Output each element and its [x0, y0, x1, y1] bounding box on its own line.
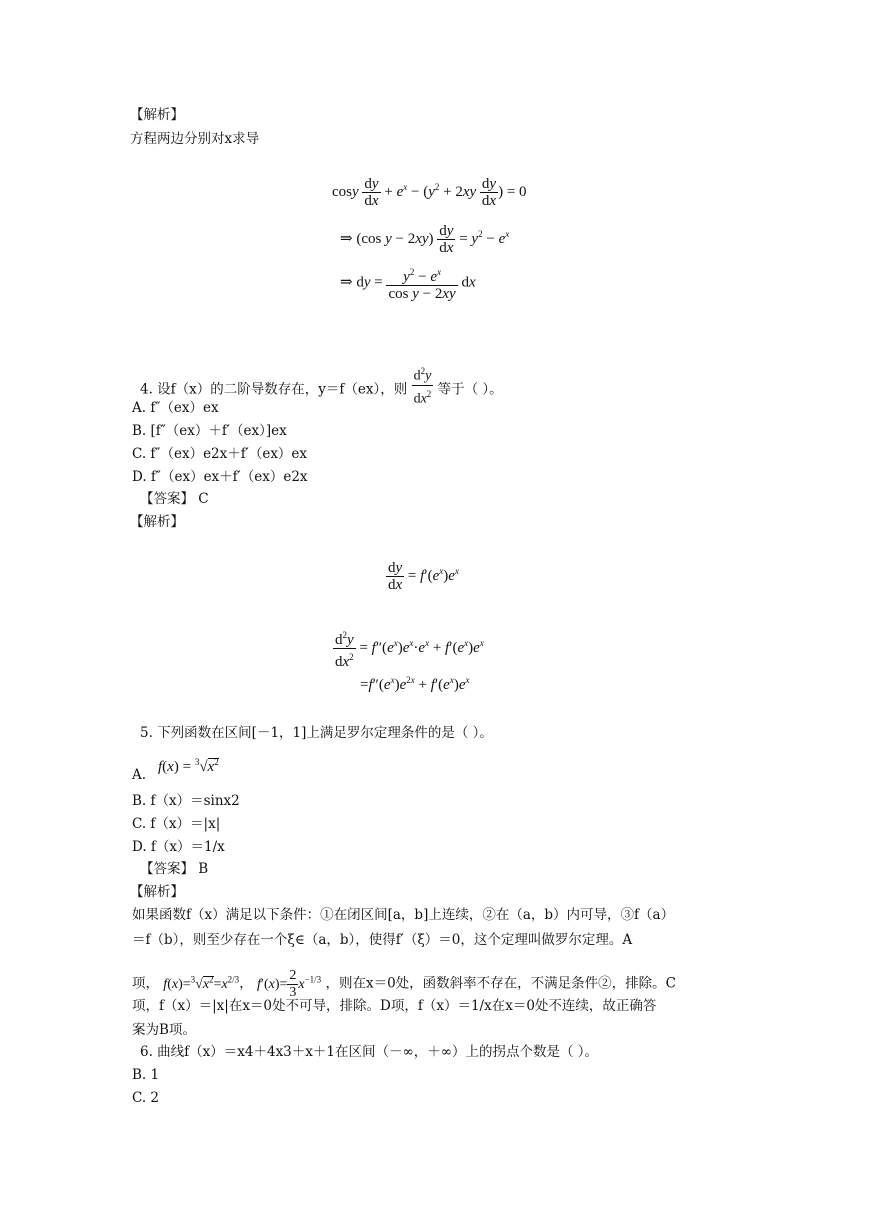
- equation-dy-result: ⇒ dy = $\frac{y^2 - e^x}{\text{cos y − 2xy}}$ dx: [340, 267, 476, 302]
- analysis-text: 方程两边分别对x求导: [130, 131, 260, 147]
- equation-rearranged: ⇒ (cos y − 2xy) $\frac{dy}{dx}$ = $y^2 - e^x$: [340, 223, 510, 256]
- q6-option-c: C. 2: [132, 1090, 160, 1106]
- q5-analysis-line-4: 项，f（x）＝|x|在x＝0处不可导，排除。D项，f（x）＝1/x在x＝0处不连续，故正确答: [132, 998, 657, 1014]
- equation-implicit-derivative: cosy $\frac{dy}{dx}$ + $e^x - (y^2 + 2xy$ $\frac{dy}{dx}$ ) = 0: [332, 176, 527, 209]
- equation-second-derivative-simplified: $=f''(e^x)e^{2x} + f'(e^x)e^x$: [360, 675, 470, 693]
- q5-analysis-line-1: 如果函数f（x）满足以下条件：①在闭区间[a，b]上连续，②在（a，b）内可导，③f（a）: [132, 907, 675, 923]
- q5-option-c: C. f（x）＝|x|: [132, 816, 221, 832]
- q4-answer: 【答案】 C: [140, 491, 209, 507]
- q4-option-c: C. f″（ex）e2x＋f′（ex）ex: [132, 446, 308, 462]
- q4-option-d: D. f″（ex）ex＋f′（ex）e2x: [132, 469, 308, 485]
- q5-option-b: B. f（x）＝sinx2: [132, 793, 240, 809]
- question-5-stem: 5. 下列函数在区间[－1，1]上满足罗尔定理条件的是（ ）。: [140, 725, 493, 741]
- formula-derivative: f′(x)= $\frac{2}{3}$ $x^{-1/3}$: [256, 968, 322, 1000]
- q6-option-b: B. 1: [132, 1067, 160, 1083]
- equation-first-derivative: $\frac{dy}{dx}$ = $f'(e^x)e^x$: [388, 560, 459, 593]
- q5-option-d: D. f（x）＝1/x: [132, 839, 225, 855]
- q5-answer: 【答案】 B: [140, 861, 209, 877]
- q5-analysis-heading: 【解析】: [130, 884, 184, 900]
- q5-option-a-formula: $f(x) = ^3√x^2$: [158, 757, 219, 775]
- section-heading-analysis: 【解析】: [130, 107, 184, 123]
- q5-option-a-label: A.: [132, 767, 147, 783]
- q4-option-a: A. f″（ex）ex: [132, 400, 219, 416]
- formula-cube-root: $f(x)=^3√x^2=x^{2/3}$: [163, 974, 240, 992]
- second-derivative-notation: $\frac{d^2y}{dx^2}$: [413, 366, 432, 407]
- question-6-stem: 6. 曲线f（x）＝x4＋4x3＋x＋1在区间（－∞，＋∞）上的拐点个数是（ ）。: [140, 1044, 599, 1060]
- q4-option-b: B. [f″（ex）＋f′（ex）]ex: [132, 423, 287, 439]
- q5-analysis-line-5: 案为B项。: [132, 1022, 196, 1038]
- q4-analysis-heading: 【解析】: [130, 514, 184, 530]
- equation-second-derivative: $\frac{d^2y}{dx^2}$ = $f''(e^x)e^x\cdot e^x + f'(e^x)e^x$: [335, 630, 484, 670]
- question-4-stem: 4. 设f（x）的二阶导数存在，y＝f（ex），则 $\frac{d^2y}{dx^2}$ 等于（ ）。: [140, 366, 503, 407]
- q5-analysis-line-3: 项， $f(x)=^3√x^2=x^{2/3}$， f′(x)= $\frac{2}{3}$ $x^{-1/3}$ ，则在x＝0处，函数斜率不存在，不满足条件②，排除。C: [132, 968, 677, 1000]
- q5-analysis-line-2: ＝f（b），则至少存在一个ξ∈（a，b），使得f′（ξ）＝0，这个定理叫做罗尔定理。A: [132, 932, 633, 948]
